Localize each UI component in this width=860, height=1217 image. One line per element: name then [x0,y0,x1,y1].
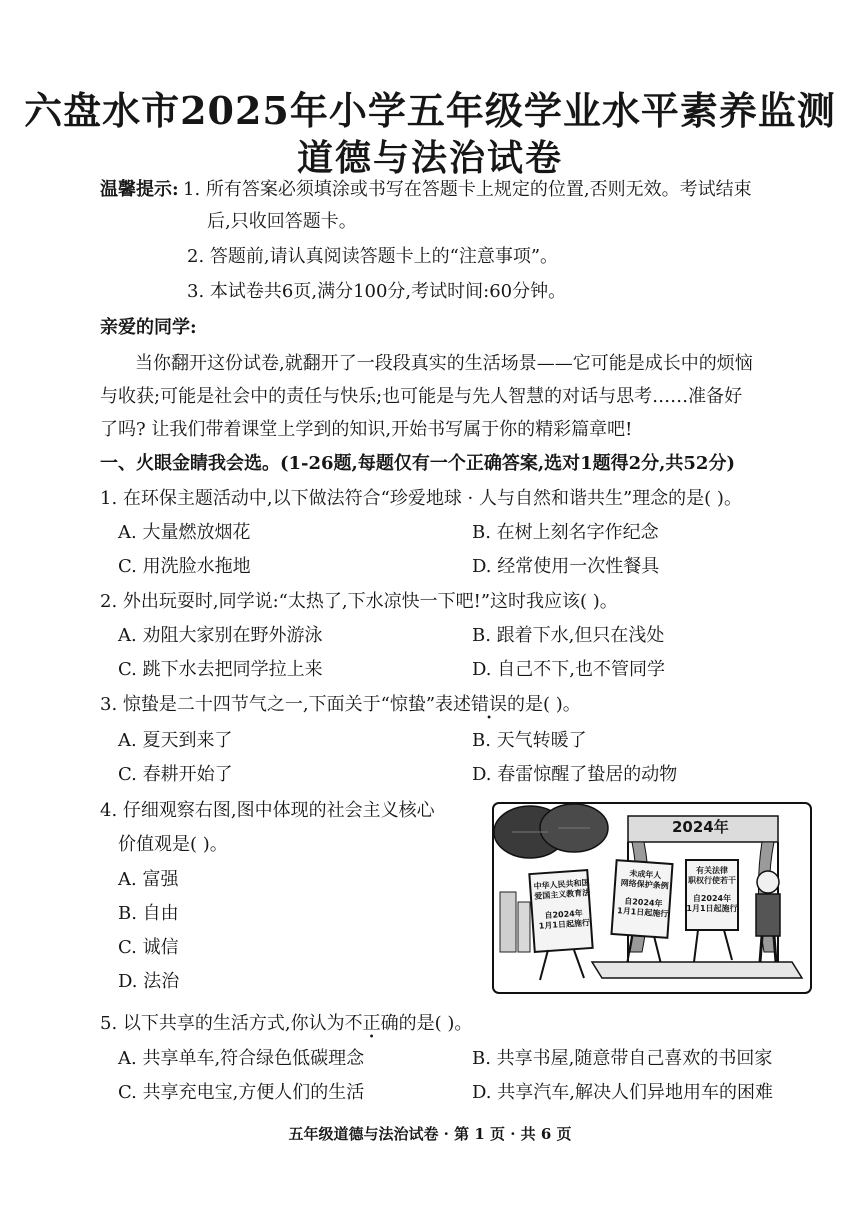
question-5-stem-post: 的是( )。 [398,1013,473,1034]
question-3-emphasis: 错误 [471,694,508,715]
question-5-option-c: C. 共享充电宝,方便人们的生活 [118,1082,365,1103]
intro-line-1: 当你翻开这份试卷,就翻开了一段段真实的生活场景——它可能是成长中的烦恼 [135,353,753,374]
question-2-option-b: B. 跟着下水,但只在浅处 [472,625,665,646]
notice-item-2: 2. 答题前,请认真阅读答题卡上的“注意事项”。 [187,246,559,267]
law-cartoon-illustration [492,802,812,994]
section-heading: 一、火眼金睛我会选。(1-26题,每题仅有一个正确答案,选对1题得2分,共52分) [100,453,735,474]
notice-label: 温馨提示: [100,179,179,200]
question-3-option-d: D. 春雷惊醒了蛰居的动物 [472,764,678,785]
question-3-option-b: B. 天气转暖了 [472,730,587,751]
question-3-stem-post: 的是( )。 [507,694,581,715]
question-3-option-a: A. 夏天到来了 [118,730,233,751]
question-5-stem-pre: 5. 以下共享的生活方式,你认为 [100,1013,345,1034]
question-5-option-a: A. 共享单车,符合绿色低碳理念 [118,1048,365,1069]
question-3-stem-pre: 3. 惊蛰是二十四节气之一,下面关于“惊蛰”表述 [100,694,472,715]
question-3-stem [100,693,581,717]
question-5-option-b: B. 共享书屋,随意带自己喜欢的书回家 [472,1048,773,1069]
question-4-stem-line-2: 价值观是( )。 [118,834,228,855]
intro-line-3: 了吗? 让我们带着课堂上学到的知识,开始书写属于你的精彩篇章吧! [100,419,633,440]
question-5-stem [100,1012,472,1036]
question-1-stem: 1. 在环保主题活动中,以下做法符合“珍爱地球 · 人与自然和谐共生”理念的是( )。 [100,488,742,509]
question-4-option-d: D. 法治 [118,971,180,992]
page-footer: 五年级道德与法治试卷 · 第 1 页 · 共 6 页 [288,1125,572,1143]
question-2-option-c: C. 跳下水去把同学拉上来 [118,659,323,680]
question-1-option-a: A. 大量燃放烟花 [118,522,251,543]
question-4-option-b: B. 自由 [118,903,179,924]
question-4-option-c: C. 诚信 [118,937,179,958]
notice-item-3: 3. 本试卷共6页,满分100分,考试时间:60分钟。 [187,281,567,302]
question-1-option-d: D. 经常使用一次性餐具 [472,556,660,577]
question-4-stem-line-1: 4. 仔细观察右图,图中体现的社会主义核心 [100,800,435,821]
greeting: 亲爱的同学: [100,317,197,338]
notice-item-1: 1. 所有答案必须填涂或书写在答题卡上规定的位置,否则无效。考试结束 [183,179,752,200]
question-2-option-d: D. 自己不下,也不管同学 [472,659,665,680]
question-2-option-a: A. 劝阻大家别在野外游泳 [118,625,323,646]
question-1-option-b: B. 在树上刻名字作纪念 [472,522,659,543]
cartoon-book-2: 未成年人 网络保护条例 自2024年 1月1日起施行 [616,868,669,919]
notice-item-1-cont: 后,只收回答题卡。 [207,211,357,232]
cartoon-book-3: 有关法律 职权行使若干 自2024年 1月1日起施行 [686,866,738,913]
question-3-option-c: C. 春耕开始了 [118,764,233,785]
question-5-option-d: D. 共享汽车,解决人们异地用车的困难 [472,1082,773,1103]
question-5-emphasis: 不正确 [344,1013,399,1034]
question-1-option-c: C. 用洗脸水拖地 [118,556,251,577]
exam-subtitle: 道德与法治试卷 [296,137,563,179]
exam-title: 六盘水市2025年小学五年级学业水平素养监测 [24,88,836,133]
cartoon-book-1: 中华人民共和国 爱国主义教育法 自2024年 1月1日起施行 [533,878,591,931]
cartoon-banner: 2024年 [672,818,729,836]
intro-line-2: 与收获;可能是社会中的责任与快乐;也可能是与先人智慧的对话与思考……准备好 [100,386,743,407]
question-4-option-a: A. 富强 [118,869,179,890]
question-2-stem: 2. 外出玩耍时,同学说:“太热了,下水凉快一下吧!”这时我应该( )。 [100,591,618,612]
